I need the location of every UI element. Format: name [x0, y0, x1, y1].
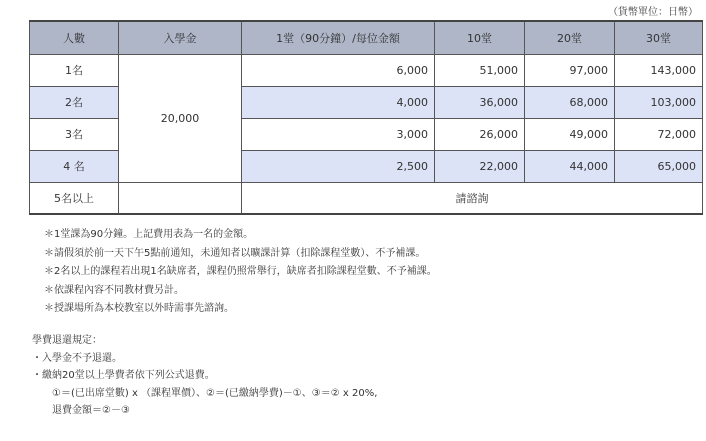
cell-per-lesson: 4,000	[242, 86, 435, 118]
cell-20-lessons: 97,000	[525, 54, 615, 86]
cell-20-lessons: 44,000	[525, 150, 615, 182]
cell-people: 5名以上	[30, 182, 119, 214]
cell-30-lessons: 72,000	[615, 118, 703, 150]
refund-item: ・繳納20堂以上學費者依下列公式退費。	[32, 370, 215, 381]
cell-per-lesson: 2,500	[242, 150, 435, 182]
cell-people: 1名	[30, 54, 119, 86]
header-20-lessons: 20堂	[525, 21, 615, 54]
cell-people: 3名	[30, 118, 119, 150]
cell-10-lessons: 51,000	[435, 54, 525, 86]
cell-10-lessons: 36,000	[435, 86, 525, 118]
refund-title: 學費退還規定：	[32, 335, 102, 346]
table-row	[30, 54, 703, 86]
cell-30-lessons: 143,000	[615, 54, 703, 86]
cell-per-lesson: 3,000	[242, 118, 435, 150]
note-item: ＊授課場所為本校教室以外時需事先諮詢。	[44, 303, 234, 314]
cell-10-lessons: 22,000	[435, 150, 525, 182]
cell-empty	[119, 182, 242, 214]
refund-amount-formula: 退費金額＝②－③	[52, 405, 130, 416]
note-item: ＊1堂課為90分鐘。上記費用表為一名的金額。	[44, 229, 254, 240]
header-30-lessons: 30堂	[615, 21, 703, 54]
cell-20-lessons: 68,000	[525, 86, 615, 118]
cell-20-lessons: 49,000	[525, 118, 615, 150]
refund-policy	[32, 332, 377, 420]
notes-list	[44, 226, 437, 319]
fee-table	[29, 20, 703, 215]
cell-30-lessons: 65,000	[615, 150, 703, 182]
table-header-row	[30, 21, 703, 54]
note-item: ＊請假須於前一天下午5點前通知，未通知者以曠課計算（扣除課程堂數）、不予補課。	[44, 247, 426, 259]
header-enrollment-fee: 入學金	[119, 21, 242, 54]
cell-enrollment-fee: 20,000	[119, 54, 242, 182]
refund-formula: ①＝(已出席堂數) x （課程單價）、②＝(已繳納學費)－①、③＝② x 20%,	[52, 387, 378, 399]
refund-item: ・入學金不予退還。	[32, 352, 122, 364]
header-per-lesson: 1堂（90分鐘）/每位金額	[242, 21, 435, 54]
cell-people: 4 名	[30, 150, 119, 182]
table-row	[30, 182, 703, 214]
cell-inquiry: 請諮詢	[242, 182, 703, 214]
currency-unit-note: （貨幣單位：日幣）	[608, 7, 698, 18]
note-item: ＊依課程內容不同教材費另計。	[44, 284, 184, 296]
cell-people: 2名	[30, 86, 119, 118]
note-item: ＊2名以上的課程若出現1名缺席者，課程仍照常舉行，缺席者扣除課程堂數、不予補課。	[44, 266, 437, 277]
header-people: 人數	[30, 21, 119, 54]
cell-per-lesson: 6,000	[242, 54, 435, 86]
cell-30-lessons: 103,000	[615, 86, 703, 118]
header-10-lessons: 10堂	[435, 21, 525, 54]
cell-10-lessons: 26,000	[435, 118, 525, 150]
